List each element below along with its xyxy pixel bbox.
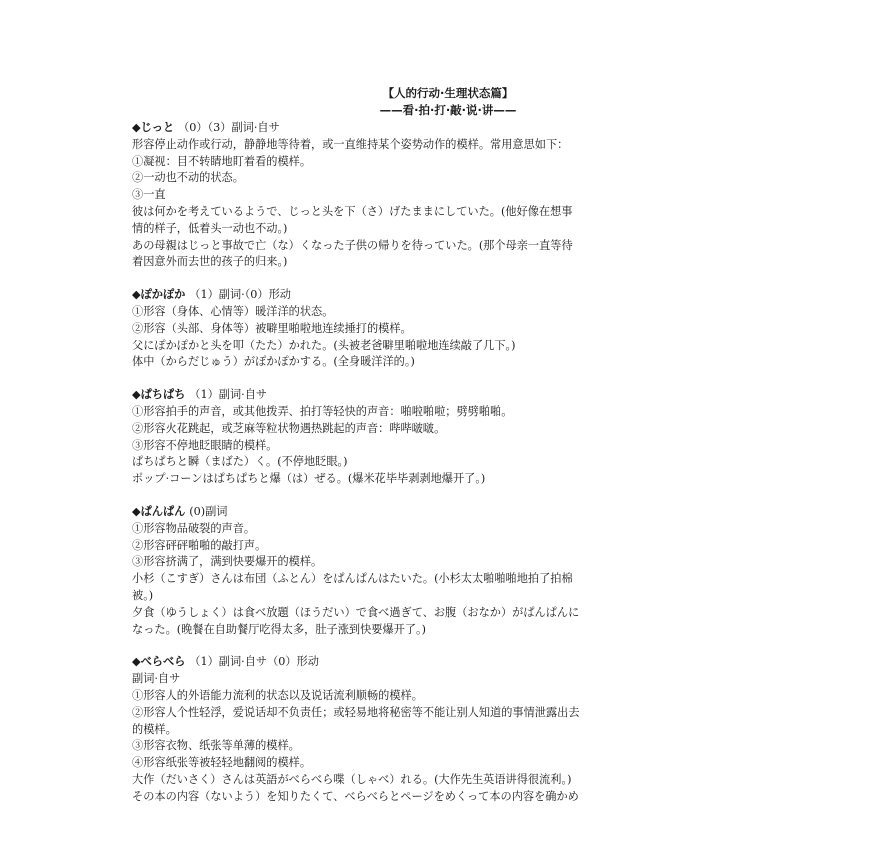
entry-tag: (0)副词: [189, 504, 228, 518]
entry-berabera: [132, 654, 744, 805]
example-sentence: なった。(晚餐在自助餐厅吃得太多，肚子涨到快要爆开了。): [132, 622, 427, 636]
entry-line: ②形容（头部、身体等）被噼里啪啦地连续捶打的模样。: [132, 321, 412, 335]
document-title: 【人的行动·生理状态篇】: [382, 86, 514, 100]
entry-line: ②形容砰砰啪啪的敲打声。: [132, 538, 267, 552]
entry-tag: （1）副词·自サ（0）形动: [189, 655, 319, 669]
entry-line: ①形容物品破裂的声音。: [132, 521, 256, 535]
entry-word: ◆じっと: [132, 121, 175, 134]
example-sentence: 小杉（こすぎ）さんは布団（ふとん）をぱんぱんはたいた。(小杉太太啪啪啪地拍了拍棉: [132, 572, 573, 586]
example-sentence: 彼は何かを考えているようで、じっと头を下（さ）げたままにしていた。(他好像在想事: [132, 204, 573, 218]
entry-line: 形容停止动作或行动，静静地等待着，或一直维持某个姿势动作的模样。常用意思如下：: [132, 137, 569, 151]
entry-heading: [132, 504, 744, 521]
entry-line: ②形容人个性轻浮，爱说话却不负责任；或轻易地将秘密等不能让别人知道的事情泄露出去: [132, 705, 580, 719]
entry-word: ◆ぱんぱん: [132, 504, 186, 518]
example-sentence: あの母親はじっと事故で亡（な）くなった子供の帰りを待っていた。(那个母亲一直等待: [132, 238, 573, 252]
entry-panpan: [132, 504, 744, 638]
example-sentence: 夕食（ゆうしょく）は食べ放題（ほうだい）で食べ過ぎて、お腹（おなか）がぱんぱんに: [132, 605, 580, 619]
entry-word: ◆べらべら: [132, 655, 186, 669]
entry-heading: [132, 387, 744, 404]
entry-heading: [132, 120, 744, 137]
example-sentence: 父にぽかぽかと头を叩（たた）かれた。(头被老爸噼里啪啦地连续敲了几下。): [132, 338, 516, 352]
document-page: [132, 84, 744, 821]
entry-line: ②一动也不动的状态。: [132, 171, 244, 185]
example-sentence: 着因意外而去世的孩子的归来。): [132, 255, 288, 269]
entry-line: ③形容不停地眨眼睛的模样。: [132, 438, 278, 452]
example-sentence: ポップ·コーンはぱちぱちと爆（は）ぜる。(爆米花毕毕剥剥地爆开了。): [132, 472, 486, 486]
entry-line: ②形容火花跳起，或芝麻等粒状物遇热跳起的声音：哔哔啵啵。: [132, 421, 446, 435]
entry-line: ①形容人的外语能力流利的状态以及说话流利顺畅的模样。: [132, 688, 423, 702]
document-subtitle: ——看·拍·打·敲·说·讲——: [379, 103, 517, 117]
entry-line: 副词·自サ: [132, 672, 181, 686]
example-sentence: 情的样子，低着头一动也不动。): [132, 221, 288, 235]
entry-line: ④形容纸张等被轻轻地翻阅的模样。: [132, 756, 312, 770]
example-sentence: 体中（からだじゅう）がぽかぽかする。(全身暖洋洋的。): [132, 355, 415, 369]
entry-heading: [132, 287, 744, 304]
entry-pokapoka: [132, 287, 744, 371]
entry-line: ①形容拍手的声音，或其他拨弄、拍打等轻快的声音：啪啦啪啦；劈劈啪啪。: [132, 404, 513, 418]
entry-word: ◆ぽかぽか: [132, 288, 186, 302]
entry-tag: （0）（3）副词·自サ: [178, 121, 280, 134]
entry-tag: （1）副词·自サ: [189, 388, 268, 402]
entry-line: ①形容（身体、心情等）暖洋洋的状态。: [132, 304, 334, 318]
entry-heading: [132, 654, 744, 671]
example-sentence: ぱちぱちと瞬（まばた）く。(不停地眨眼。): [132, 455, 348, 469]
entry-pachipachi: [132, 387, 744, 488]
example-sentence: 大作（だいさく）さんは英語がべらべら喋（しゃべ）れる。(大作先生英语讲得很流利。): [132, 772, 572, 786]
entry-tag: （1）副词·（0）形动: [189, 288, 291, 302]
example-sentence: その本の内容（ないよう）を知りたくて、べらべらとページをめくって本の内容を确かめ: [132, 789, 579, 803]
example-sentence: 被。): [132, 588, 154, 602]
entry-word: ◆ぱちぱち: [132, 388, 186, 402]
entry-line: ③一直: [132, 188, 166, 202]
entry-line: ③形容挤满了，满到快要爆开的模样。: [132, 555, 323, 569]
entry-line: ③形容衣物、纸张等单薄的模样。: [132, 739, 300, 753]
entry-line: ①凝视：目不转睛地盯着看的模样。: [132, 154, 312, 168]
entry-jitto: [132, 120, 744, 271]
entry-line: 的模样。: [132, 722, 177, 736]
